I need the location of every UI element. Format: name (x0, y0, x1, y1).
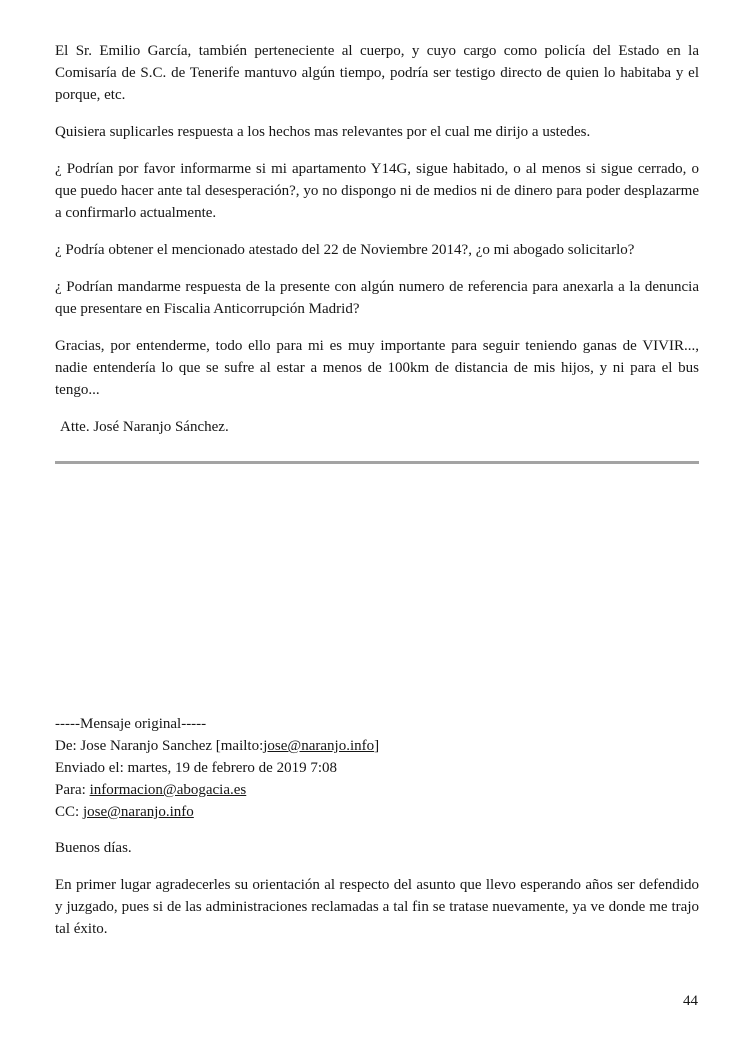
letter-paragraph: ¿ Podría obtener el mencionado atestado del 22 de Noviembre 2014?, ¿o mi abogado solicitarlo? (55, 242, 635, 258)
cc-line (55, 801, 699, 823)
to-line (55, 779, 699, 801)
cc-email-link[interactable]: jose@naranjo.info (82, 804, 194, 820)
from-suffix: ] (374, 738, 380, 754)
letter-paragraph: El Sr. Emilio García, también perteneciente al cuerpo, y cuyo cargo como policía del Estado en la Comisaría de S.C. de Tenerife mantuvo algún tiempo, podría ser testigo directo de quien lo habitaba y el porque, etc. (55, 43, 699, 103)
from-email-link[interactable]: jose@naranjo.info (263, 738, 375, 754)
to-email-link[interactable]: informacion@abogacia.es (89, 782, 247, 798)
letter-paragraph: Gracias, por entenderme, todo ello para mi es muy importante para seguir teniendo ganas de VIVIR..., nadie entendería lo que se sufre al estar a menos de 100km de distancia de mis hijos, y ni para el bus tengo... (55, 338, 699, 398)
original-message-separator: -----Mensaje original----- (55, 716, 207, 732)
from-label: De: Jose Naranjo Sanchez [mailto: (55, 738, 264, 754)
reply-greeting: Buenos días. (55, 840, 132, 856)
reply-paragraph: En primer lugar agradecerles su orientación al respecto del asunto que llevo esperando años ser defendido y juzgado, pues si de las administraciones reclamadas a tal fin se tratase nuevamente, ya ve donde me trajo tal éxito. (55, 877, 699, 937)
sent-line: Enviado el: martes, 19 de febrero de 2019 7:08 (55, 760, 337, 776)
letter-paragraph: Quisiera suplicarles respuesta a los hechos mas relevantes por el cual me dirijo a ustedes. (55, 124, 591, 140)
blank-space (55, 464, 699, 713)
cc-label: CC: (55, 804, 83, 820)
page-number: 44 (683, 993, 698, 1009)
page-content (55, 40, 699, 955)
letter-paragraph: ¿ Podrían mandarme respuesta de la presente con algún numero de referencia para anexarla a la denuncia que presentare en Fiscalia Anticorrupción Madrid? (55, 279, 699, 317)
to-label: Para: (55, 782, 90, 798)
signature-line: Atte. José Naranjo Sánchez. (60, 419, 229, 435)
original-message-header (55, 713, 699, 823)
from-line (55, 735, 699, 757)
letter-paragraph: ¿ Podrían por favor informarme si mi apartamento Y14G, sigue habitado, o al menos si sigue cerrado, o que puedo hacer ante tal desesperación?, yo no dispongo ni de medios ni de dinero para poder desplazarme a confirmarlo actualmente. (55, 161, 699, 221)
